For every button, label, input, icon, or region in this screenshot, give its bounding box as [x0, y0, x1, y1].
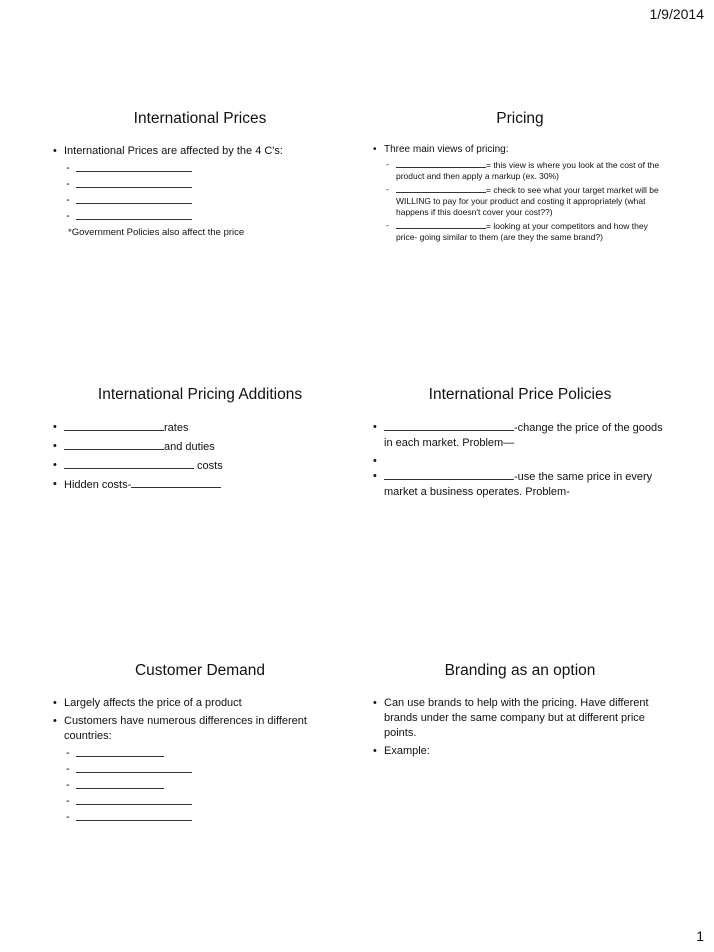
bullet-item [50, 714, 350, 826]
bullet-list [370, 142, 670, 243]
slide-title: Customer Demand [134, 662, 266, 679]
bullet-list [370, 696, 670, 759]
fill-in-blank [76, 177, 192, 188]
bullet-list [50, 144, 350, 239]
page-date: 1/9/2014 [649, 6, 704, 22]
bullet-text: rates [164, 422, 189, 434]
bullet-text: Example: [384, 745, 430, 757]
bullet-item [50, 477, 350, 493]
slide-title: Branding as an option [444, 662, 596, 679]
fill-in-blank [76, 762, 192, 773]
bullet-text: Largely affects the price of a product [64, 697, 242, 709]
blank-item [64, 209, 350, 225]
fill-in-blank [384, 469, 514, 480]
bullet-list [370, 420, 670, 500]
fill-in-blank [76, 794, 192, 805]
fill-in-blank [64, 458, 194, 469]
fill-in-blank [384, 420, 514, 431]
bullet-text: Customers have numerous differences in different countries: [64, 715, 307, 742]
slide-customer-demand [50, 662, 350, 902]
fill-in-blank [76, 193, 192, 204]
blank-item [64, 778, 350, 794]
slide-pricing [370, 110, 670, 350]
pricing-view-item [384, 159, 670, 182]
fill-in-blank [396, 159, 486, 168]
spacer [370, 454, 670, 466]
pricing-view-text: = check to see what your target market will be WILLING to pay for your product and costing it appropriately (what happens if this doesn't cover your cost??) [396, 185, 659, 217]
sub-list [384, 159, 670, 243]
bullet-item [370, 469, 670, 500]
note-text: *Government Policies also affect the price [68, 227, 245, 238]
fill-in-blank [396, 184, 486, 193]
bullet-list [50, 420, 350, 493]
blank-item [64, 193, 350, 209]
bullet-item [50, 439, 350, 455]
fill-in-blank [131, 477, 221, 488]
blank-item [64, 746, 350, 762]
bullet-item [370, 696, 670, 741]
sub-list [64, 161, 350, 225]
fill-in-blank [76, 810, 192, 821]
slide-international-pricing-additions [50, 386, 350, 626]
sub-list [64, 746, 350, 826]
bullet-list [50, 696, 350, 826]
blank-item [64, 161, 350, 177]
bullet-item [50, 420, 350, 436]
blank-item [64, 762, 350, 778]
bullet-item [370, 744, 670, 759]
slide-title: International Prices [133, 110, 267, 127]
fill-in-blank [76, 778, 164, 789]
bullet-text: -use the same price in every market a business operates. Problem- [384, 471, 653, 498]
bullet-item [370, 420, 670, 451]
bullet-text: International Prices are affected by the 4 C's: [64, 145, 283, 157]
blank-item [64, 810, 350, 826]
fill-in-blank [396, 220, 486, 229]
bullet-text: Three main views of pricing: [384, 144, 509, 155]
fill-in-blank [76, 161, 192, 172]
bullet-text: Hidden costs- [64, 479, 132, 491]
fill-in-blank [76, 746, 164, 757]
slide-title: International Price Policies [428, 386, 612, 403]
bullet-text: costs [194, 460, 223, 472]
bullet-text: Can use brands to help with the pricing. Have different brands under the same company but at different price points. [384, 697, 649, 739]
fill-in-blank [76, 209, 192, 220]
pricing-view-text: = this view is where you look at the cost of the product and then apply a markup (ex. 30%) [396, 160, 660, 181]
slide-international-prices [50, 110, 350, 350]
fill-in-blank [64, 439, 164, 450]
blank-item [64, 794, 350, 810]
fill-in-blank [64, 420, 164, 431]
bullet-item [50, 458, 350, 474]
slide-branding-as-an-option [370, 662, 670, 902]
pricing-view-item [384, 184, 670, 218]
slide-title: International Pricing Additions [97, 386, 303, 403]
slide-title: Pricing [496, 110, 544, 127]
bullet-item [50, 696, 350, 711]
bullet-text: -change the price of the goods in each market. Problem— [384, 422, 663, 449]
pricing-view-item [384, 220, 670, 243]
slide-international-price-policies [370, 386, 670, 626]
pricing-view-text: = looking at your competitors and how they price- going similar to them (are they the same brand?) [396, 221, 648, 242]
bullet-item [50, 144, 350, 239]
bullet-text: and duties [164, 441, 215, 453]
page-number: 1 [696, 928, 704, 944]
blank-item [64, 177, 350, 193]
bullet-item [370, 142, 670, 243]
